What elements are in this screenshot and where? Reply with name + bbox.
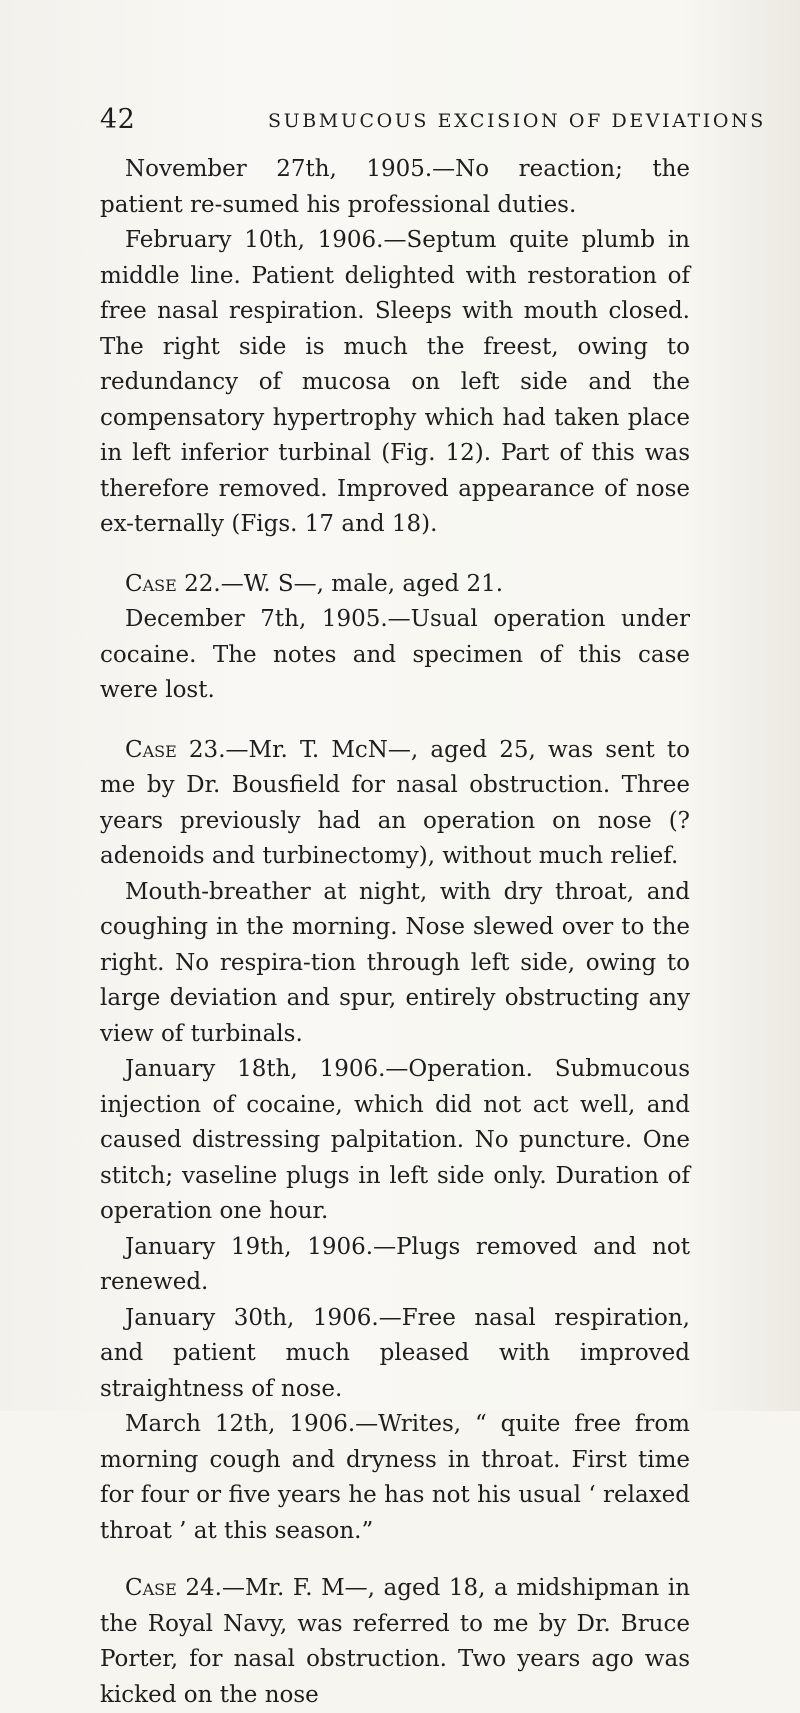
case-24-intro: —Mr. F. M—, aged 18, a midshipman in the Royal Navy, was referred to me by Dr. Bruce Porter, for nasal obstruction. Two years ago was kicked on the nose: [100, 1575, 691, 1708]
case-22-heading: [100, 567, 690, 603]
paragraph-case-23-symptoms: Mouth-breather at night, with dry throat, and coughing in the morning. Nose slewed over to the right. No respira-tion through left side, owing to large deviation and spur, entirely obstructing any view of turbinals.: [100, 878, 690, 1047]
paragraph-case-23-mar-12: March 12th, 1906.—Writes, “ quite free from morning cough and dryness in throat. First time for four or five years he has not his usual ‘ relaxed throat ’ at this season.”: [100, 1411, 690, 1544]
section-gap: [100, 709, 690, 733]
case-24-label: Case 24.: [125, 1575, 222, 1601]
paragraph-feb-10: February 10th, 1906.—Septum quite plumb in middle line. Patient delighted with restoration of free nasal respiration. Sleeps with mouth closed. The right side is much the freest, owing to redundancy of mucosa on left side and the compensatory hypertrophy which had taken place in left inferior turbinal (Fig. 12). Part of this was therefore removed. Improved appearance of nose ex-ternally (Figs. 17 and 18).: [100, 227, 690, 537]
section-gap: [100, 1549, 690, 1571]
case-22-label: Case 22.: [125, 570, 221, 597]
paragraph-case-22-dec-7: December 7th, 1905.—Usual operation under cocaine. The notes and specimen of this case were lost.: [100, 606, 690, 703]
section-gap: [100, 543, 690, 567]
case-22-intro: —W. S—, male, aged 21.: [220, 570, 504, 597]
body-text: [100, 152, 690, 1713]
case-24-heading: [100, 1571, 690, 1713]
case-23-heading: [100, 733, 690, 875]
paragraph-nov-27: November 27th, 1905.—No reaction; the patient re-sumed his professional duties.: [100, 156, 690, 218]
running-title: SUBMUCOUS EXCISION OF DEVIATIONS: [268, 110, 766, 132]
page-number: 42: [100, 104, 136, 135]
paragraph-case-23-jan-19: January 19th, 1906.—Plugs removed and not renewed.: [100, 1233, 690, 1295]
case-23-label: Case 23.: [125, 736, 226, 763]
paragraph-case-23-jan-30: January 30th, 1906.—Free nasal respiration, and patient much pleased with improved straightness of nose.: [100, 1304, 690, 1402]
paragraph-case-23-jan-18: January 18th, 1906.—Operation. Submucous injection of cocaine, which did not act well, and caused distressing palpitation. No puncture. One stitch; vaseline plugs in left side only. Duration of operation one hour.: [100, 1056, 690, 1224]
running-head: [100, 104, 766, 140]
case-23-intro: —Mr. T. McN—, aged 25, was sent to me by Dr. Bousfield for nasal obstruction. Three years previously had an operation on nose (? adenoids and turbinectomy), without much relief.: [100, 736, 690, 869]
